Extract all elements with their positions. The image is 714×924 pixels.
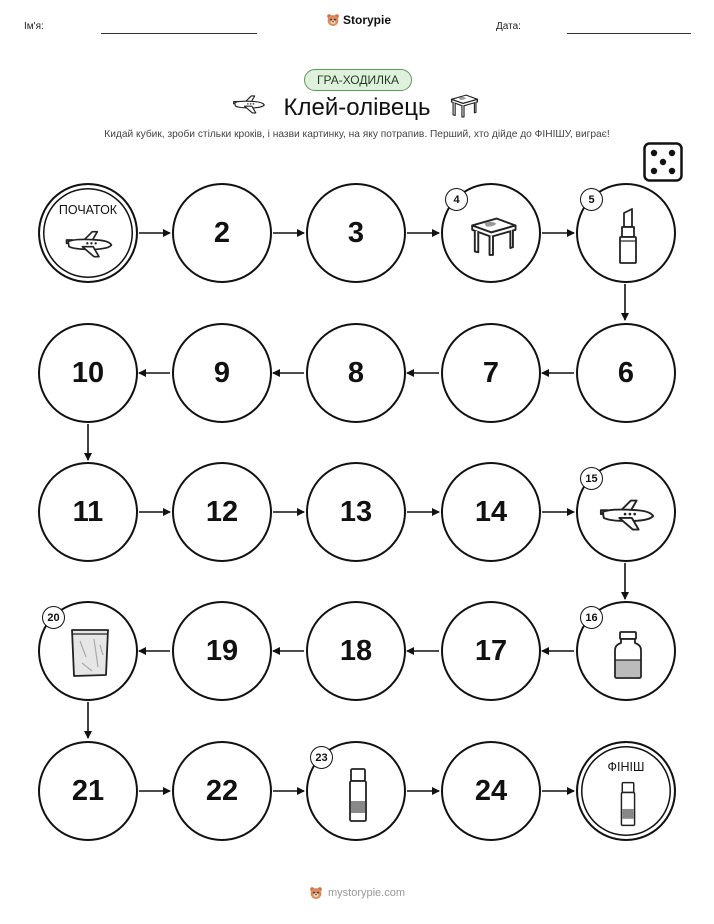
board-cell-10[interactable]	[38, 323, 138, 423]
cell-number-badge: 23	[310, 746, 333, 769]
finish-cell[interactable]	[576, 741, 676, 841]
lipstick-icon	[616, 207, 640, 265]
board-cell-12[interactable]	[172, 462, 272, 562]
date-label: Дата:	[496, 21, 521, 32]
cell-number-badge: 15	[580, 467, 603, 490]
jar-icon	[612, 630, 644, 680]
board-cell-11[interactable]	[38, 462, 138, 562]
finish-label: ФІНІШ	[607, 760, 645, 774]
cell-number: 22	[205, 774, 239, 807]
board-cell-21[interactable]	[38, 741, 138, 841]
plastic-bag-icon	[68, 627, 112, 679]
cell-number: 9	[213, 356, 231, 389]
board-cell-7[interactable]	[441, 323, 541, 423]
board-cell-2[interactable]	[172, 183, 272, 283]
board-cell-4[interactable]	[441, 183, 541, 283]
board-cell-15[interactable]	[576, 462, 676, 562]
board-cell-18[interactable]	[306, 601, 406, 701]
name-label: Ім'я:	[24, 21, 44, 32]
cell-number-badge: 5	[580, 188, 603, 211]
start-cell[interactable]	[38, 183, 138, 283]
bear-logo-icon	[309, 886, 323, 900]
board-cell-8[interactable]	[306, 323, 406, 423]
board-cell-24[interactable]	[441, 741, 541, 841]
cell-number: 6	[617, 356, 635, 389]
start-label: ПОЧАТОК	[58, 203, 118, 217]
glue-stick-icon	[348, 767, 368, 823]
cell-number: 19	[205, 634, 239, 667]
cell-number: 3	[347, 216, 365, 249]
cell-number: 21	[71, 774, 105, 807]
cell-number: 24	[474, 774, 508, 807]
cell-number: 7	[482, 356, 500, 389]
cell-number: 2	[213, 216, 231, 249]
cell-number: 13	[339, 495, 373, 528]
cell-number-badge: 20	[42, 606, 65, 629]
board-cell-20[interactable]	[38, 601, 138, 701]
footer-site-link[interactable]: mystorypie.com	[327, 887, 406, 899]
board-cell-5[interactable]	[576, 183, 676, 283]
brand-name: Storypie	[343, 13, 392, 27]
board-cell-14[interactable]	[441, 462, 541, 562]
board-cell-3[interactable]	[306, 183, 406, 283]
cell-number: 18	[339, 634, 373, 667]
game-instructions: Кидай кубик, зроби стільки кроків, і назви картинку, на яку потрапив. Перший, хто дійде до ФІНІШУ, виграє!	[104, 129, 610, 140]
board-cell-16[interactable]	[576, 601, 676, 701]
board-cell-13[interactable]	[306, 462, 406, 562]
cell-number: 11	[72, 495, 104, 528]
airplane-icon	[64, 229, 114, 261]
board-cell-6[interactable]	[576, 323, 676, 423]
cell-number: 12	[205, 495, 239, 528]
board-cell-19[interactable]	[172, 601, 272, 701]
cell-number: 10	[71, 356, 105, 389]
page-title: Клей-олівець	[283, 94, 431, 121]
cell-number: 17	[474, 634, 508, 667]
cell-number: 14	[474, 495, 508, 528]
board-cell-23[interactable]	[306, 741, 406, 841]
board-cell-9[interactable]	[172, 323, 272, 423]
cell-number: 8	[347, 356, 365, 389]
board-cell-22[interactable]	[172, 741, 272, 841]
cell-number-badge: 16	[580, 606, 603, 629]
airplane-icon	[598, 498, 656, 534]
game-type-badge: ГРА-ХОДИЛКА	[304, 69, 412, 91]
footer	[0, 886, 714, 900]
cell-number-badge: 4	[445, 188, 468, 211]
board-cell-17[interactable]	[441, 601, 541, 701]
glue-stick-icon	[619, 781, 637, 827]
table-icon	[467, 213, 519, 257]
